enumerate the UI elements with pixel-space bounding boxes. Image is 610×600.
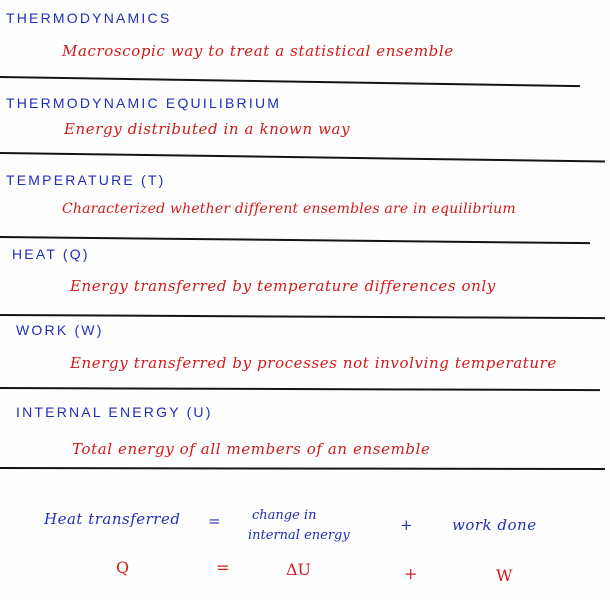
term-temperature: TEMPERATURE (T) (6, 172, 166, 188)
divider-rule (0, 76, 580, 87)
definition-thermodynamic-equilibrium: Energy distributed in a known way (64, 120, 351, 138)
divider-rule (0, 387, 600, 391)
equation-heat-transferred: Heat transferred (44, 510, 181, 528)
term-heat: HEAT (Q) (12, 246, 90, 262)
term-work: WORK (W) (16, 322, 104, 338)
equation-equals-sign: = (208, 512, 222, 530)
definition-heat: Energy transferred by temperature differences only (70, 277, 496, 295)
equation-plus-sign: + (400, 516, 414, 534)
definition-work: Energy transferred by processes not involving temperature (70, 354, 557, 372)
divider-rule (0, 152, 605, 162)
term-thermodynamic-equilibrium: THERMODYNAMIC EQUILIBRIUM (6, 95, 282, 111)
equation-internal-energy: internal energy (248, 528, 350, 543)
divider-rule (0, 236, 590, 244)
divider-rule (0, 467, 605, 470)
symbol-equals: = (216, 558, 230, 577)
term-internal-energy: INTERNAL ENERGY (U) (16, 404, 213, 420)
divider-rule (0, 314, 605, 319)
term-thermodynamics: THERMODYNAMICS (6, 10, 172, 26)
symbol-delta-u: ΔU (286, 560, 312, 579)
equation-work-done: work done (452, 516, 537, 534)
symbol-w: W (496, 566, 513, 585)
equation-change-in: change in (252, 508, 317, 523)
symbol-plus: + (404, 564, 418, 583)
definition-internal-energy: Total energy of all members of an ensemble (72, 440, 431, 458)
symbol-q: Q (116, 558, 130, 577)
definition-temperature: Characterized whether different ensembles are in equilibrium (62, 201, 516, 217)
definition-thermodynamics: Macroscopic way to treat a statistical ensemble (62, 42, 454, 60)
